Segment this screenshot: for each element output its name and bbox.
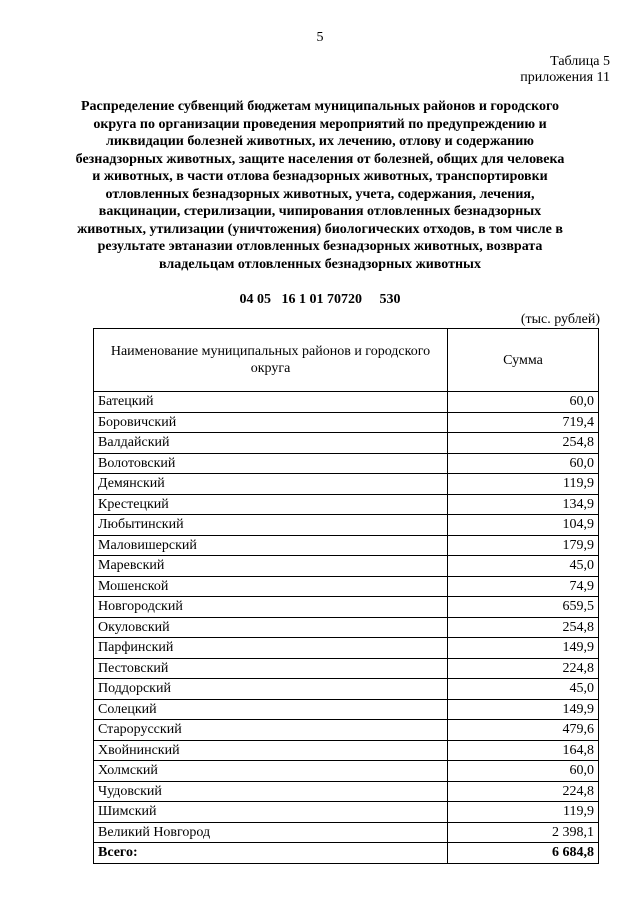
row-name: Валдайский [94,433,448,454]
row-name: Чудовский [94,781,448,802]
table-row [94,556,599,577]
row-name: Холмский [94,761,448,782]
header-name: Наименование муниципальных районов и городского округа [94,329,448,392]
row-name: Батецкий [94,392,448,413]
table-row [94,597,599,618]
total-sum: 6 684,8 [448,843,599,864]
row-name: Хвойнинский [94,740,448,761]
distribution-table [93,328,599,864]
row-name: Мошенской [94,576,448,597]
table-body [94,392,599,864]
table-row [94,494,599,515]
table-row [94,474,599,495]
row-name: Великий Новгород [94,822,448,843]
row-sum: 659,5 [448,597,599,618]
row-sum: 60,0 [448,453,599,474]
table-header-row [94,329,599,392]
row-sum: 224,8 [448,781,599,802]
table-row [94,576,599,597]
table-row [94,412,599,433]
total-label: Всего: [94,843,448,864]
units-label: (тыс. рублей) [520,312,600,327]
table-reference-line1: Таблица 5 [550,54,610,69]
table-row [94,699,599,720]
row-name: Поддорский [94,679,448,700]
row-name: Боровичский [94,412,448,433]
table-row [94,822,599,843]
page-number: 5 [316,30,324,45]
row-name: Шимский [94,802,448,823]
table-row [94,720,599,741]
row-sum: 719,4 [448,412,599,433]
row-sum: 179,9 [448,535,599,556]
row-sum: 134,9 [448,494,599,515]
table-row [94,433,599,454]
table-row [94,658,599,679]
table-row [94,453,599,474]
row-name: Окуловский [94,617,448,638]
row-name: Солецкий [94,699,448,720]
header-sum: Сумма [448,329,599,392]
row-sum: 149,9 [448,699,599,720]
row-sum: 104,9 [448,515,599,536]
table-row [94,638,599,659]
row-sum: 164,8 [448,740,599,761]
row-name: Пестовский [94,658,448,679]
row-name: Парфинский [94,638,448,659]
table-row [94,535,599,556]
row-sum: 45,0 [448,556,599,577]
table-row [94,802,599,823]
row-sum: 74,9 [448,576,599,597]
table-row [94,781,599,802]
row-name: Маловишерский [94,535,448,556]
row-name: Крестецкий [94,494,448,515]
total-row [94,843,599,864]
row-sum: 479,6 [448,720,599,741]
row-sum: 119,9 [448,802,599,823]
table-row [94,740,599,761]
document-title: Распределение субвенций бюджетам муниципальных районов и городского округа по организации проведения мероприятий по предупреждению и ликвидации болезней животных, их лечению, отлову и содержанию безнадзорных животных, защите населения от болезней, общих для человека и животных, в части отлова безнадзорных животных, транспортировки отловленных безнадзорных животных, учета, содержания, лечения, вакцинации, стерилизации, чипирования отловленных безнадзорных животных, утилизации (уничтожения) биологических отходов, в том числе в результате эвтаназии отловленных безнадзорных животных, возврата владельцам отловленных безнадзорных животных [75,99,565,272]
row-name: Волотовский [94,453,448,474]
row-name: Новгородский [94,597,448,618]
row-name: Любытинский [94,515,448,536]
row-sum: 60,0 [448,761,599,782]
table-row [94,679,599,700]
table-row [94,761,599,782]
table-row [94,392,599,413]
budget-code: 04 05 16 1 01 70720 530 [239,292,401,307]
row-sum: 254,8 [448,617,599,638]
row-name: Маревский [94,556,448,577]
row-name: Старорусский [94,720,448,741]
row-sum: 45,0 [448,679,599,700]
row-sum: 149,9 [448,638,599,659]
row-sum: 119,9 [448,474,599,495]
table-reference [520,54,610,86]
table-reference-line2: приложения 11 [520,70,610,85]
row-sum: 2 398,1 [448,822,599,843]
table-row [94,515,599,536]
table-row [94,617,599,638]
row-name: Демянский [94,474,448,495]
row-sum: 60,0 [448,392,599,413]
row-sum: 254,8 [448,433,599,454]
row-sum: 224,8 [448,658,599,679]
